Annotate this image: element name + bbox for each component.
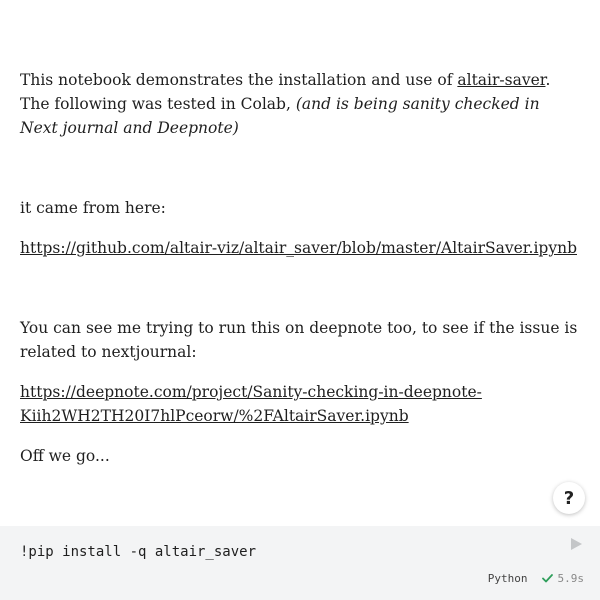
deepnote-link[interactable]: https://deepnote.com/project/Sanity-checking-in-deepnote-Kiih2WH2TH20I7hlPceorw/%2FAltairSaver.ipynb	[20, 383, 482, 425]
altair-saver-link[interactable]: altair-saver	[457, 71, 546, 89]
check-icon	[542, 574, 553, 583]
run-cell-button[interactable]	[568, 536, 584, 552]
play-icon	[570, 538, 582, 550]
help-button[interactable]	[553, 482, 585, 514]
execution-duration: 5.9s	[557, 572, 584, 585]
intro-text: This notebook demonstrates the installation and use of	[20, 71, 458, 89]
github-link[interactable]: https://github.com/altair-viz/altair_saver/blob/master/AltairSaver.ipynb	[20, 239, 577, 257]
markdown-cell	[20, 68, 580, 468]
cell-status	[488, 572, 584, 585]
off-we-go-paragraph: Off we go...	[20, 447, 110, 465]
intro-italic-note: (and is being sanity checked in Next journal and Deepnote)	[20, 95, 540, 137]
deepnote-paragraph: You can see me trying to run this on deepnote too, to see if the issue is related to nextjournal:	[20, 319, 578, 361]
language-label[interactable]: Python	[487, 572, 528, 585]
intro-text-continued: . The following was tested in Colab,	[20, 71, 551, 113]
intro-paragraph	[20, 68, 580, 140]
deepnote-link-paragraph	[20, 380, 580, 428]
question-mark-icon: ?	[563, 487, 575, 509]
code-editor[interactable]: !pip install -q altair_saver	[20, 544, 257, 560]
code-cell[interactable]	[0, 526, 600, 600]
github-link-paragraph	[20, 236, 580, 260]
source-paragraph: it came from here:	[20, 199, 166, 217]
